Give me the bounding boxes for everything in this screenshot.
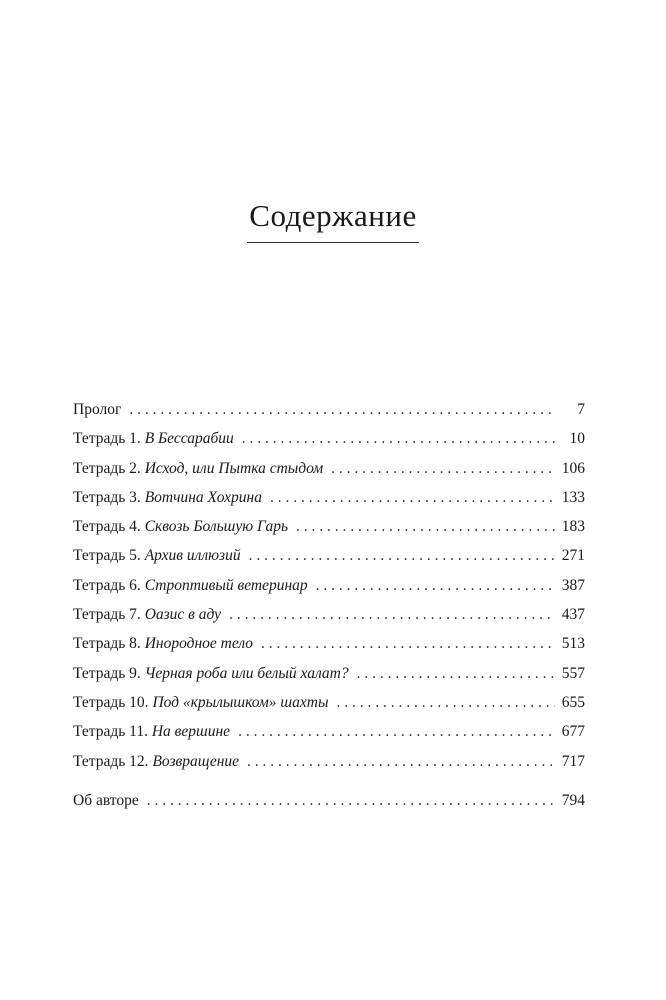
dot-leader xyxy=(261,629,555,658)
toc-entry-label xyxy=(73,571,308,600)
toc-entry-prefix: Тетрадь 9. xyxy=(73,664,145,682)
dot-leader xyxy=(316,571,555,600)
toc-entry-notebook-6 xyxy=(73,571,585,600)
toc-entry-label xyxy=(73,659,349,688)
toc-entry-notebook-8 xyxy=(73,629,585,658)
toc-entry-title: Строптивый ветеринар xyxy=(144,576,308,594)
toc-entry-notebook-2 xyxy=(73,454,585,483)
dot-leader xyxy=(336,688,555,717)
toc-entry-prefix: Тетрадь 7. xyxy=(73,606,145,624)
toc-entry-notebook-10 xyxy=(73,688,585,717)
toc-entry-title: Вотчина Хохрина xyxy=(144,488,262,506)
toc-entry-prefix: Тетрадь 4. xyxy=(73,518,145,536)
toc-entry-page: 133 xyxy=(561,488,585,506)
toc-entry-prefix: Тетрадь 5. xyxy=(73,547,145,565)
toc-entry-label xyxy=(73,629,253,658)
toc-entry-notebook-11 xyxy=(73,717,585,746)
toc-entry-prefix: Об авторе xyxy=(73,791,139,809)
toc-entry-notebook-1 xyxy=(73,424,585,453)
toc-entry-page: 794 xyxy=(561,791,585,809)
toc-entry-title: На вершине xyxy=(151,723,231,741)
toc-entry-page: 437 xyxy=(561,606,585,624)
toc-entry-title: Возвращение xyxy=(152,752,240,770)
dot-leader xyxy=(238,717,555,746)
toc-entry-label xyxy=(73,786,139,815)
toc-entry-title: Инородное тело xyxy=(144,635,254,653)
toc-entry-notebook-7 xyxy=(73,600,585,629)
toc-entry-prefix: Тетрадь 2. xyxy=(73,459,145,477)
toc-entry-label xyxy=(73,717,230,746)
dot-leader xyxy=(242,424,555,453)
toc-entry-about-author xyxy=(73,786,585,815)
table-of-contents xyxy=(73,395,585,815)
toc-entry-label xyxy=(73,541,241,570)
dot-leader xyxy=(247,747,555,776)
toc-entry-label xyxy=(73,512,288,541)
toc-entry-page: 7 xyxy=(577,401,585,418)
dot-leader xyxy=(331,454,555,483)
toc-entry-label xyxy=(73,483,262,512)
toc-entry-title: В Бессарабии xyxy=(144,430,234,448)
toc-entry-label xyxy=(73,454,323,483)
toc-entry-prefix: Тетрадь 6. xyxy=(73,576,145,594)
toc-entry-title: Под «крылышком» шахты xyxy=(152,693,329,711)
toc-entry-prefix: Тетрадь 12. xyxy=(73,752,153,770)
toc-entry-notebook-3 xyxy=(73,483,585,512)
page-title: Содержание xyxy=(247,196,418,243)
dot-leader xyxy=(147,786,555,815)
toc-entry-notebook-9 xyxy=(73,659,585,688)
toc-entry-prefix: Пролог xyxy=(73,401,122,418)
toc-entry-prefix: Тетрадь 1. xyxy=(73,430,145,448)
toc-entry-page: 387 xyxy=(561,576,585,594)
toc-entry-page: 271 xyxy=(561,547,585,565)
dot-leader xyxy=(296,512,555,541)
toc-entry-page: 655 xyxy=(561,693,585,711)
toc-entry-page: 677 xyxy=(561,723,585,741)
toc-entry-page: 513 xyxy=(561,635,585,653)
toc-entry-title: Черная роба или белый халат? xyxy=(144,664,349,682)
title-block xyxy=(0,196,666,243)
toc-entry-page: 106 xyxy=(561,459,585,477)
toc-entry-title: Исход, или Пытка стыдом xyxy=(144,459,324,477)
toc-entry-prefix: Тетрадь 10. xyxy=(73,693,153,711)
toc-entry-page: 717 xyxy=(561,752,585,770)
toc-entry-label xyxy=(73,688,328,717)
dot-leader xyxy=(249,541,555,570)
toc-entry-notebook-12 xyxy=(73,747,585,776)
toc-entry-notebook-5 xyxy=(73,541,585,570)
toc-entry-label xyxy=(73,424,234,453)
dot-leader xyxy=(357,659,555,688)
toc-entry-label xyxy=(73,600,221,629)
dot-leader xyxy=(229,600,555,629)
toc-entry-page: 557 xyxy=(561,664,585,682)
dot-leader xyxy=(270,483,555,512)
toc-entry-prefix: Тетрадь 3. xyxy=(73,488,145,506)
toc-entry-label xyxy=(73,747,239,776)
toc-entry-page: 183 xyxy=(561,518,585,536)
toc-entry-page: 10 xyxy=(569,430,585,448)
toc-entry-label xyxy=(73,395,121,424)
toc-entry-prologue xyxy=(73,395,585,424)
toc-entry-prefix: Тетрадь 8. xyxy=(73,635,145,653)
toc-entry-title: Архив иллюзий xyxy=(144,547,241,565)
toc-entry-title: Сквозь Большую Гарь xyxy=(144,518,289,536)
toc-entry-title: Оазис в аду xyxy=(144,606,222,624)
toc-entry-notebook-4 xyxy=(73,512,585,541)
dot-leader xyxy=(129,395,555,424)
toc-entry-prefix: Тетрадь 11. xyxy=(73,723,152,741)
